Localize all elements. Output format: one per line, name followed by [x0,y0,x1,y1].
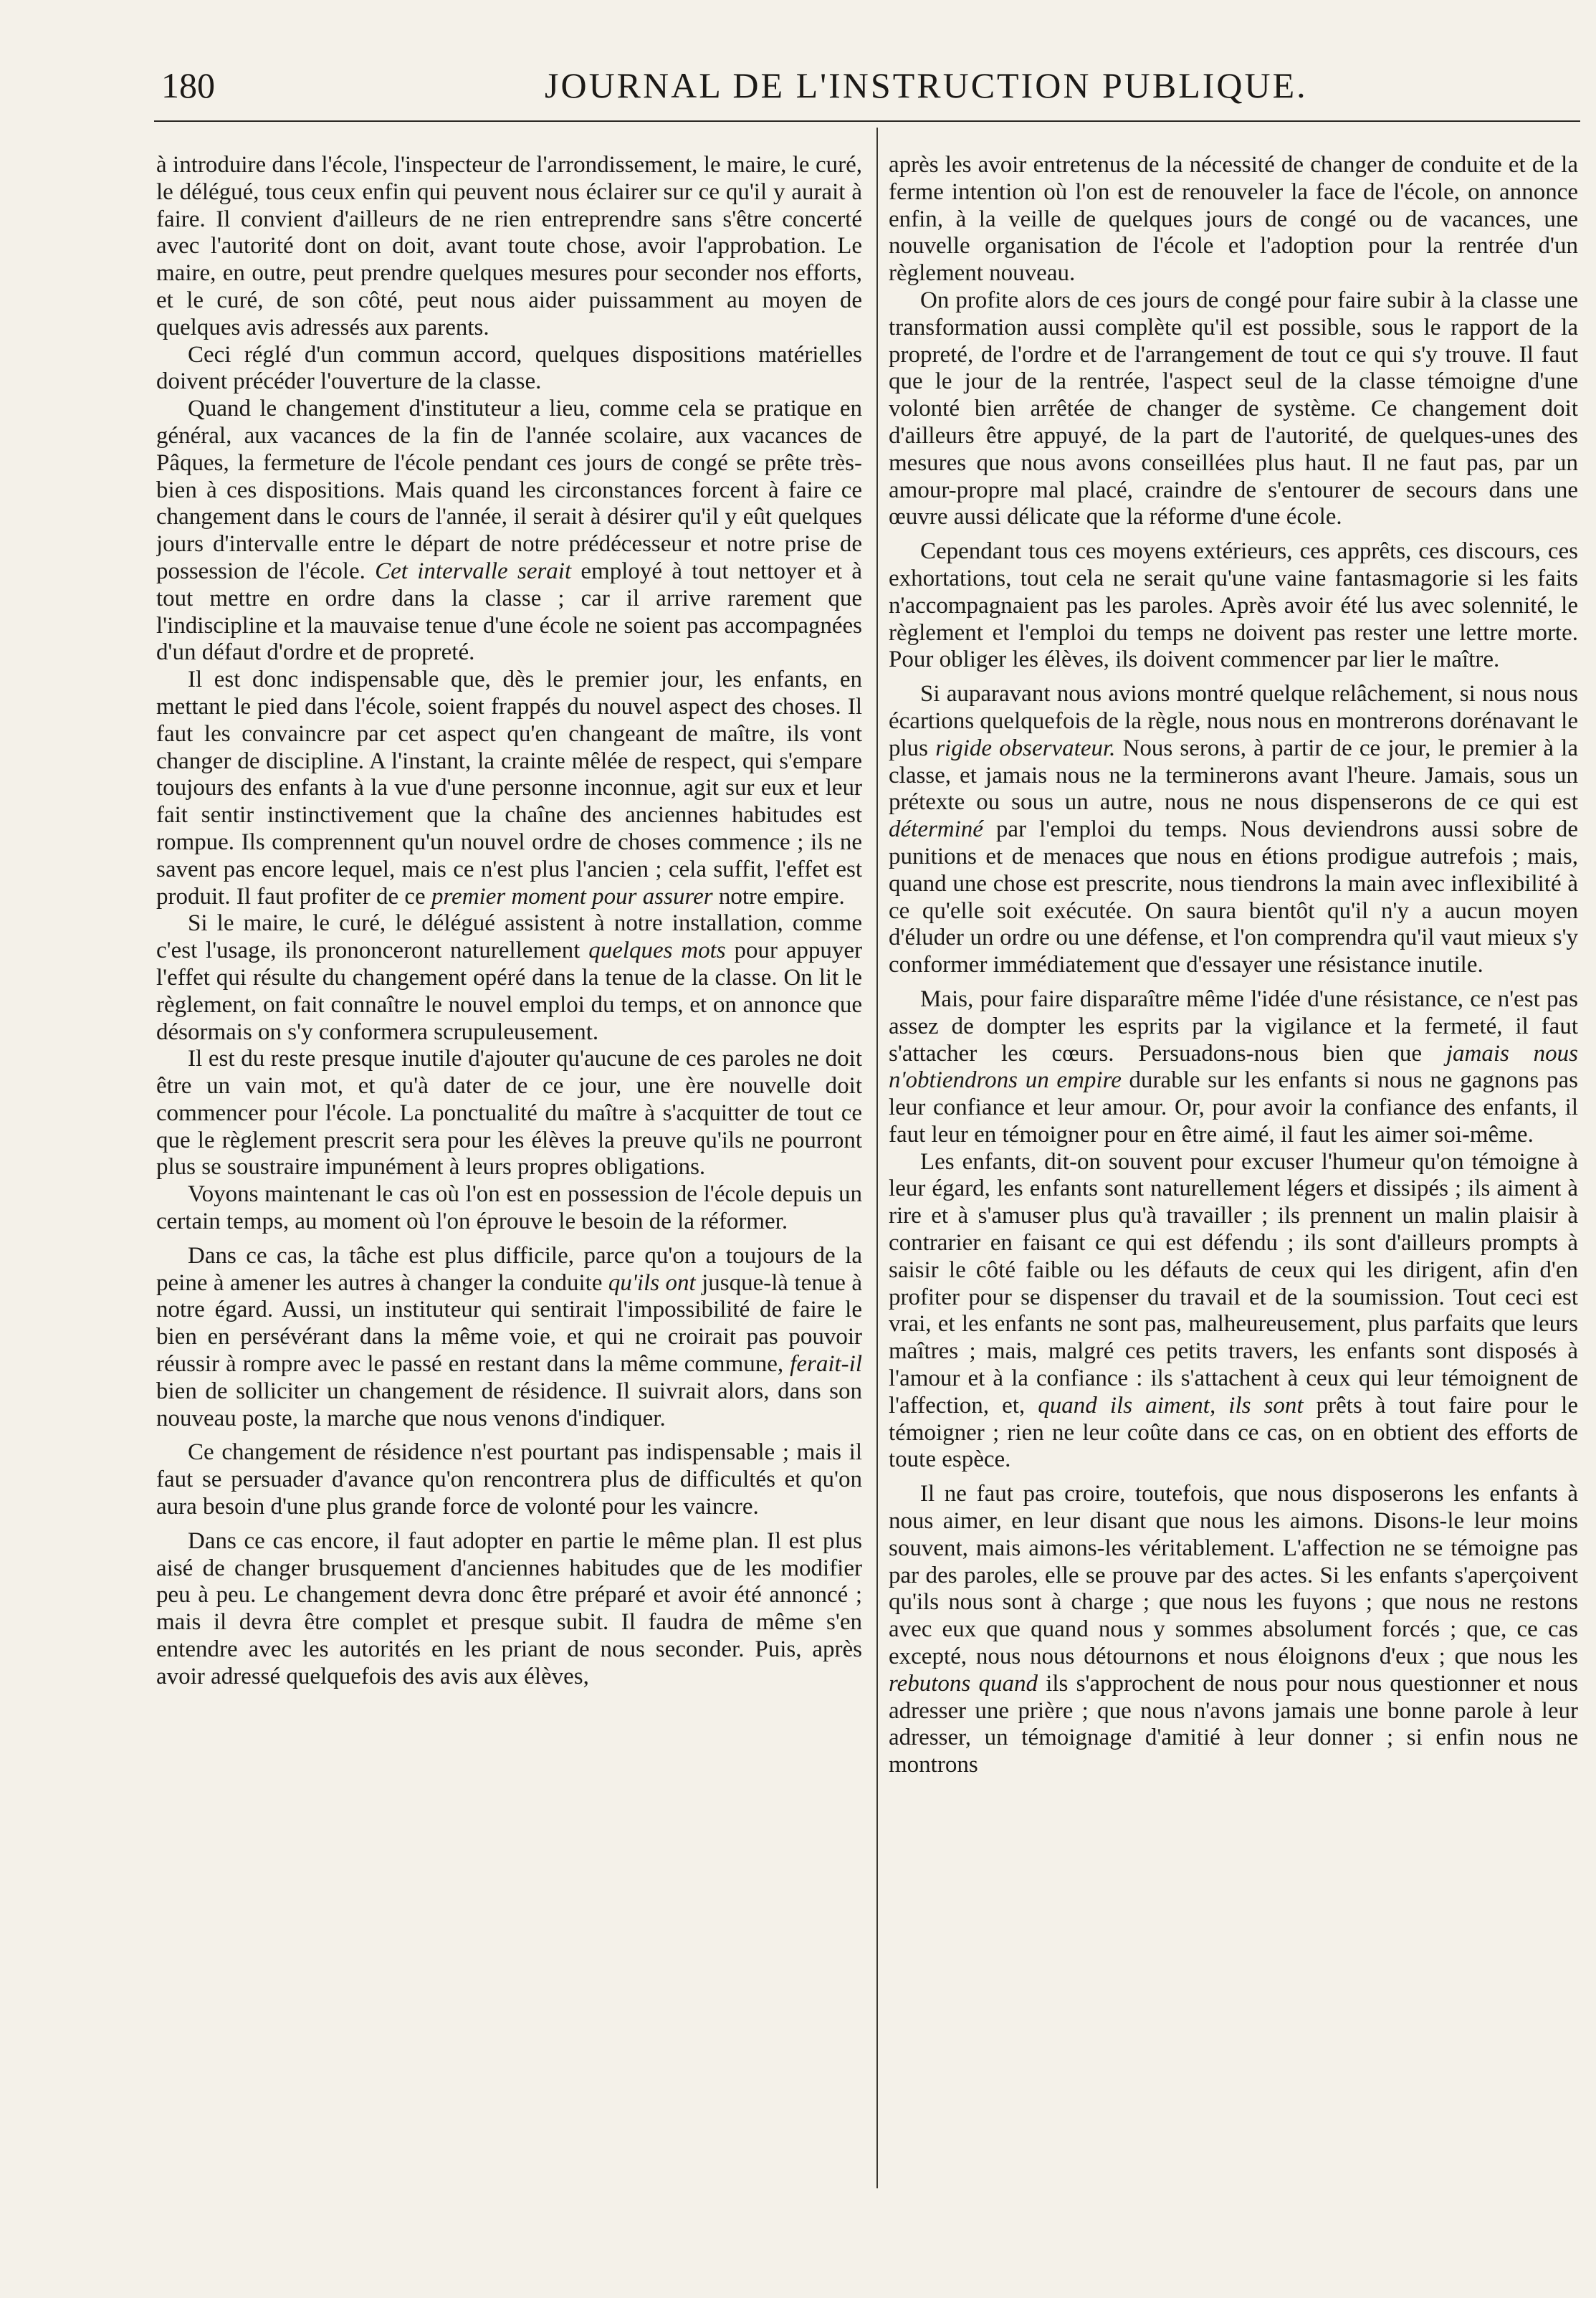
text-run: par l'emploi du temps. Nous deviendrons aussi sobre de punitions et de menaces que nous en étions prodigue autrefois ; mais, quand une chose est prescrite, nous tiendrons la main avec inflexibilité à ce qu'elle soit exécutée. On saura bientôt qu'il n'y a aucun moyen d'éluder un ordre ou une défense, et l'on comprendra qu'il vaut mieux s'y conformer immédiatement que d'essayer une résistance inutile. [889,816,1578,978]
paragraph: Ceci réglé d'un commun accord, quelques dispositions matérielles doivent précéder l'ouverture de la classe. [156,341,862,395]
page-number: 180 [161,65,215,105]
left-column [156,152,862,2195]
text-run: jusque-là tenue à notre égard. Aussi, un instituteur qui sentirait l'impossibilité de faire le bien en persévérant dans la même voie, et qui ne croirait pas pouvoir réussir à rompre avec le passé en restant dans la même commune, [156,1269,862,1378]
italic-run: premier moment pour assurer [431,883,713,910]
text-run: Nous serons, à partir de ce jour, le premier à la classe, et jamais nous ne la terminerons avant l'heure. Jamais, sous un prétexte ou sous un autre, nous ne nous dispenserons de ce qui est [889,735,1578,816]
journal-title: JOURNAL DE L'INSTRUCTION PUBLIQUE. [545,65,1308,105]
text-run: Si le maire, le curé, le délégué assistent à notre installation, comme c'est l'usage, ils prononceront naturellement [156,910,862,964]
paragraph [156,396,862,667]
paragraph: Dans ce cas encore, il faut adopter en partie le même plan. Il est plus aisé de changer brusquement d'anciennes habitudes que de les modifier peu à peu. Le changement devra donc être préparé et avoir été annoncé ; mais il devra être complet et presque subit. Il faudra de même s'en entendre avec les autorités en les priant de nous seconder. Puis, après avoir adressé quelquefois des avis aux élèves, [156,1527,862,1689]
column-divider [876,128,878,2188]
paragraph [889,1481,1578,1779]
text-run: Il est donc indispensable que, dès le premier jour, les enfants, en mettant le pied dans l'école, soient frappés du nouvel aspect des choses. Il faut les convaincre par cet aspect qu'en changeant de maître, ils vont changer de discipline. A l'instant, la crainte mêlée de respect, qui s'empare toujours des enfants à la vue d'une personne inconnue, agit sur eux et leur fait sentir instinctivement que la chaîne des anciennes habitudes est rompue. Ils comprennent qu'un nouvel ordre de choses commence ; ils ne savent pas encore lequel, mais ce n'est plus l'ancien ; cela suffit, l'effet est produit. Il faut profiter de ce [156,667,862,910]
italic-run: ferait-il [790,1351,862,1378]
paragraph: On profite alors de ces jours de congé pour faire subir à la classe une transformation aussi complète qu'il est possible, sous le rapport de la propreté, de l'ordre et de l'arrangement de tout ce qui s'y trouve. Il faut que le jour de la rentrée, l'aspect seul de la classe témoigne d'une volonté bien arrêtée de changer de système. Ce changement doit d'ailleurs être appuyé, de la part de l'autorité, de quelques-unes des mesures que nous avons conseillées plus haut. Il ne faut pas, par un amour-propre mal placé, craindre de s'entourer de secours dans une œuvre aussi délicate que la réforme d'une école. [889,287,1578,530]
paragraph: après les avoir entretenus de la nécessité de changer de conduite et de la ferme intention où l'on est de renouveler la face de l'école, on annonce enfin, à la veille de quelques jours de congé ou de vacances, une nouvelle organisation de l'école et l'adoption pour la rentrée d'un règlement nouveau. [889,152,1578,287]
paragraph [889,986,1578,1149]
text-run: Dans ce cas, la tâche est plus difficile, parce qu'on a toujours de la peine à amener les autres à changer la conduite [156,1242,862,1296]
text-run: Il ne faut pas croire, toutefois, que nous disposerons les enfants à nous aimer, en leur disant que nous les aimons. Disons-le leur moins souvent, mais aimons-les véritablement. L'affection ne se témoigne pas par des paroles, elle se prouve par des actes. Si les enfants s'aperçoivent qu'ils nous sont à charge ; que nous les fuyons ; que nous ne restons avec eux que quand nous y sommes absolument forcés ; que, ce cas excepté, nous nous détournons et nous éloignons d'eux ; que nous les [889,1481,1578,1670]
paragraph: à introduire dans l'école, l'inspecteur de l'arrondissement, le maire, le curé, le délégué, tous ceux enfin qui peuvent nous éclairer sur ce qu'il y aurait à faire. Il convient d'ailleurs de ne rien entreprendre sans s'être concerté avec l'autorité dont on doit, avant toute chose, avoir l'approbation. Le maire, en outre, peut prendre quelques mesures pour seconder nos efforts, et le curé, de son côté, peut nous aider puissamment au moyen de quelques avis adressés aux parents. [156,152,862,340]
text-run: Les enfants, dit-on souvent pour excuser l'humeur qu'on témoigne à leur égard, les enfants sont naturellement légers et dissipés ; ils aiment à rire et à s'amuser plus qu'à travailler ; ils prennent un malin plaisir à contrarier en faisant ce qui est défendu ; ils sont d'ailleurs prompts à saisir le côté faible ou les défauts de ceux qui les dirigent, afin d'en profiter pour se dispenser du travail et de la soumission. Tout ceci est vrai, et les enfants ne sont pas, malheureusement, plus parfaits que leurs maîtres ; mais, malgré ces petits travers, les enfants sont disposés à l'amour et à la confiance : ils s'attachent à ceux qui leur témoignent de l'affection, et, [889,1148,1578,1419]
text-run: Si auparavant nous avions montré quelque relâchement, si nous nous écartions quelquefois de la règle, nous nous en montrerons dorénavant le plus [889,681,1578,761]
italic-run: qu'ils ont [608,1269,696,1296]
italic-run: jamais nous n'obtiendrons un empire [889,1040,1578,1094]
paragraph [889,1149,1578,1474]
paragraph: Ce changement de résidence n'est pourtant pas indispensable ; mais il faut se persuader d'avance qu'on rencontrera plus de difficultés et qu'on aura besoin d'une plus grande force de volonté pour les vaincre. [156,1439,862,1520]
right-column [889,152,1578,2195]
italic-run: déterminé [889,816,983,843]
paragraph [156,910,862,1046]
paragraph [889,681,1578,979]
text-run: bien de solliciter un changement de résidence. Il suivrait alors, dans son nouveau poste, la marche que nous venons d'indiquer. [156,1378,862,1431]
paragraph [156,1243,862,1433]
italic-run: Cet intervalle serait [375,558,572,584]
text-run: employé à tout nettoyer et à tout mettre en ordre dans la classe ; car il arrive rarement que l'indiscipline et la mauvaise tenue d'une école ne soient pas accompagnées d'un défaut d'ordre et de propreté. [156,558,862,666]
text-run: pour appuyer l'effet qui résulte du changement opéré dans la tenue de la classe. On lit le règlement, on fait connaître le nouvel emploi du temps, et on annonce que désormais on s'y conformera scrupuleusement. [156,938,862,1045]
italic-run: rebutons quand [889,1670,1038,1697]
text-run: durable sur les enfants si nous ne gagnons pas leur confiance et leur amour. Or, pour avoir la confiance des enfants, il faut leur en témoigner pour en être aimé, il faut les aimer soi-même. [889,1067,1578,1148]
paragraph: Cependant tous ces moyens extérieurs, ces apprêts, ces discours, ces exhortations, tout cela ne serait qu'une vaine fantasmagorie si les faits n'accompagnaient pas les paroles. Après avoir été lus avec solennité, le règlement et l'emploi du temps ne doivent pas rester une lettre morte. Pour obliger les élèves, ils doivent commencer par lier le maître. [889,538,1578,673]
italic-run: quelques mots [588,938,726,964]
italic-run: rigide observateur. [935,735,1116,761]
text-run: notre empire. [712,883,845,910]
text-run: Quand le changement d'instituteur a lieu, comme cela se pratique en général, aux vacances de la fin de l'année scolaire, aux vacances de Pâques, la fermeture de l'école pendant ces jours de congé se prête très-bien à ces dispositions. Mais quand les circonstances forcent à faire ce changement dans le cours de l'année, il serait à désirer qu'il y eût quelques jours d'intervalle entre le départ de notre prédécesseur et notre prise de possession de l'école. [156,396,862,584]
paragraph [156,667,862,910]
paragraph: Il est du reste presque inutile d'ajouter qu'aucune de ces paroles ne doit être un vain mot, et qu'à dater de ce jour, une ère nouvelle doit commencer pour l'école. La ponctualité du maître à s'acquitter de tout ce que le règlement prescrit sera pour les élèves la preuve qu'ils ne pourront plus se soustraire impunément à leurs propres obligations. [156,1046,862,1181]
text-run: Mais, pour faire disparaître même l'idée d'une résistance, ce n'est pas assez de dompter les esprits par la vigilance et la fermeté, il faut s'attacher les cœurs. Persuadons-nous bien que [889,986,1578,1067]
text-run: ils s'approchent de nous pour nous questionner et nous adresser une prière ; que nous n'avons jamais une bonne parole à leur adresser, un témoignage d'amitié à leur donner ; si enfin nous ne montrons [889,1670,1578,1778]
header-rule [154,120,1580,122]
paragraph: Voyons maintenant le cas où l'on est en possession de l'école depuis un certain temps, au moment où l'on éprouve le besoin de la réformer. [156,1181,862,1235]
italic-run: quand ils aiment, ils sont [1038,1392,1304,1419]
text-run: prêts à tout faire pour le témoigner ; rien ne leur coûte dans ce cas, on en obtient des efforts de toute espèce. [889,1392,1578,1473]
